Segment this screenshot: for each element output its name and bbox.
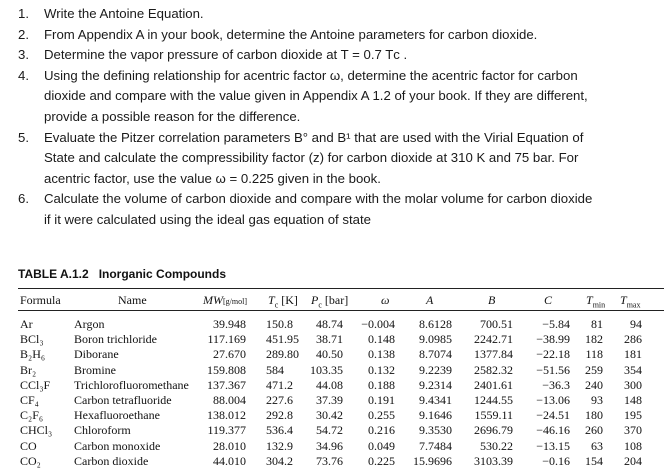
cell-pc: 48.74 <box>316 317 343 331</box>
question-text: acentric factor, use the value ω = 0.225 given in the book. <box>44 170 381 186</box>
cell-tmax: 286 <box>624 332 642 347</box>
header-pc-unit: [bar] <box>321 293 349 307</box>
question-number: 3. <box>18 47 29 63</box>
table-row <box>0 332 664 348</box>
cell-tmin: 259 <box>585 362 603 377</box>
question-list <box>0 4 656 231</box>
cell-mw: 119.377 <box>207 423 246 438</box>
header-tmax <box>620 293 640 309</box>
table-top-rule <box>18 288 664 289</box>
question-number: 1. <box>18 6 29 21</box>
cell-c: −36.3 <box>542 377 570 392</box>
cell-mw: 88.004 <box>213 393 246 407</box>
header-a-symbol: A <box>426 293 434 307</box>
cell-omega: 0.138 <box>368 347 395 362</box>
cell-formula: CO₂ <box>20 453 41 468</box>
cell-mw: 137.367 <box>207 377 246 392</box>
cell-tc: 150.8 <box>266 317 293 331</box>
cell-mw: 44.010 <box>213 453 246 468</box>
cell-c: −13.15 <box>536 438 570 453</box>
cell-formula: BCl₃ <box>20 332 44 347</box>
header-b <box>488 293 495 308</box>
cell-formula: CF₄ <box>20 393 39 407</box>
cell-omega: 0.132 <box>368 362 395 377</box>
cell-tmax: 94 <box>630 317 642 331</box>
cell-tc: 451.95 <box>266 332 299 347</box>
cell-tmax: 195 <box>624 408 642 423</box>
cell-formula: C₂F₆ <box>20 408 44 423</box>
table-title <box>18 267 226 281</box>
cell-b: 1377.84 <box>474 347 513 362</box>
cell-tc: 289.80 <box>266 347 299 362</box>
cell-omega: 0.191 <box>368 393 395 407</box>
cell-a: 9.2314 <box>419 377 452 392</box>
table-label: TABLE A.1.2 <box>18 267 89 281</box>
question-number: 4. <box>18 67 29 83</box>
table-row <box>0 423 664 439</box>
cell-name: Diborane <box>74 347 119 362</box>
cell-a: 9.3530 <box>419 423 452 438</box>
question-text: State and calculate the compressibility factor (z) for carbon dioxide at 310 K and 75 bar. For <box>44 150 579 166</box>
cell-mw: 138.012 <box>207 408 246 423</box>
cell-name: Chloroform <box>74 423 131 438</box>
question-number: 6. <box>18 191 29 207</box>
cell-mw: 28.010 <box>213 438 246 453</box>
header-tc-unit: [K] <box>278 293 298 307</box>
header-tmin-sub: min <box>592 300 606 310</box>
table-row <box>0 454 664 470</box>
table-header-rule <box>18 310 664 311</box>
header-tmin-symbol: T <box>586 293 593 307</box>
header-tc-sub: c <box>274 300 279 310</box>
header-omega <box>381 293 389 308</box>
header-a <box>426 293 433 308</box>
cell-mw: 117.169 <box>207 332 246 347</box>
cell-b: 3103.39 <box>474 453 513 468</box>
header-name: Name <box>118 293 147 307</box>
header-tc <box>268 293 298 309</box>
header-tmax-symbol: T <box>620 293 627 307</box>
cell-pc: 54.72 <box>316 423 343 438</box>
cell-tc: 227.6 <box>266 393 293 407</box>
table-row <box>0 317 664 333</box>
cell-formula: CO <box>20 438 37 453</box>
cell-a: 9.4341 <box>419 393 452 407</box>
cell-omega: 0.188 <box>368 377 395 392</box>
cell-c: −13.06 <box>536 393 570 407</box>
cell-b: 2242.71 <box>474 332 513 347</box>
table-row <box>0 378 664 394</box>
cell-tmin: 81 <box>591 317 603 331</box>
cell-b: 2582.32 <box>474 362 513 377</box>
cell-tc: 584 <box>266 362 284 377</box>
header-pc <box>311 293 348 309</box>
cell-b: 1244.55 <box>474 393 513 407</box>
cell-name: Trichlorofluoromethane <box>74 377 189 392</box>
cell-pc: 30.42 <box>316 408 343 423</box>
cell-name: Hexafluoroethane <box>74 408 160 423</box>
question-4 <box>0 66 656 128</box>
header-pc-symbol: P <box>311 293 319 307</box>
question-6 <box>0 189 656 230</box>
question-3 <box>0 45 656 66</box>
cell-tmin: 182 <box>585 332 603 347</box>
cell-b: 700.51 <box>480 317 513 331</box>
cell-c: −46.16 <box>536 423 570 438</box>
cell-tmin: 93 <box>591 393 603 407</box>
question-2 <box>0 25 656 46</box>
cell-name: Carbon monoxide <box>74 438 161 453</box>
cell-mw: 159.808 <box>207 362 246 377</box>
question-1 <box>0 4 656 25</box>
cell-tc: 536.4 <box>266 423 293 438</box>
cell-tmin: 180 <box>585 408 603 423</box>
question-text: Calculate the volume of carbon dioxide and compare with the molar volume for carbon dioxide <box>44 191 593 207</box>
cell-formula: B₂H₆ <box>20 347 46 362</box>
cell-c: −38.99 <box>536 332 570 347</box>
cell-tmax: 204 <box>624 453 642 468</box>
header-tmax-sub: max <box>626 300 641 310</box>
cell-a: 9.2239 <box>419 362 452 377</box>
table-row <box>0 347 664 363</box>
cell-b: 2696.79 <box>474 423 513 438</box>
cell-a: 9.0985 <box>419 332 452 347</box>
cell-c: −0.16 <box>542 453 570 468</box>
cell-name: Bromine <box>74 362 116 377</box>
cell-tmax: 354 <box>624 362 642 377</box>
cell-c: −5.84 <box>542 317 570 331</box>
cell-name: Boron trichloride <box>74 332 157 347</box>
question-text: Determine the vapor pressure of carbon dioxide at T = 0.7 Tᴄ . <box>44 47 408 63</box>
cell-tmin: 260 <box>585 423 603 438</box>
cell-tmax: 370 <box>624 423 642 438</box>
cell-a: 8.7074 <box>419 347 452 362</box>
question-text: Evaluate the Pitzer correlation parameters B° and B¹ that are used with the Virial Equation of <box>44 129 584 145</box>
header-c-symbol: C <box>544 293 553 307</box>
cell-mw: 39.948 <box>213 317 246 331</box>
question-number: 2. <box>18 26 29 42</box>
table-row <box>0 393 664 409</box>
table-row <box>0 408 664 424</box>
cell-pc: 38.71 <box>316 332 343 347</box>
cell-formula: Br₂ <box>20 362 37 377</box>
cell-tmax: 148 <box>624 393 642 407</box>
cell-pc: 34.96 <box>316 438 343 453</box>
cell-b: 2401.61 <box>474 377 513 392</box>
cell-omega: 0.225 <box>368 453 395 468</box>
cell-tmin: 240 <box>585 377 603 392</box>
question-text: if it were calculated using the ideal gas equation of state <box>44 211 371 227</box>
question-text: Using the defining relationship for acentric factor ω, determine the acentric factor for carbon <box>44 67 578 83</box>
cell-a: 9.1646 <box>419 408 452 423</box>
cell-c: −22.18 <box>536 347 570 362</box>
cell-tmin: 63 <box>591 438 603 453</box>
header-tmin <box>586 293 605 309</box>
cell-tmax: 300 <box>624 377 642 392</box>
cell-name: Carbon dioxide <box>74 453 149 468</box>
header-mw-symbol: MW <box>203 293 223 307</box>
table-row <box>0 439 664 455</box>
cell-omega: 0.049 <box>368 438 395 453</box>
cell-b: 1559.11 <box>474 408 513 423</box>
cell-a: 8.6128 <box>419 317 452 331</box>
cell-name: Carbon tetrafluoride <box>74 393 172 407</box>
question-text: From Appendix A in your book, determine the Antoine parameters for carbon dioxide. <box>44 26 538 42</box>
cell-c: −51.56 <box>536 362 570 377</box>
header-mw <box>203 293 247 308</box>
cell-tmax: 108 <box>624 438 642 453</box>
cell-tmin: 154 <box>585 453 603 468</box>
cell-a: 15.9696 <box>413 453 452 468</box>
cell-a: 7.7484 <box>419 438 452 453</box>
table-caption: Inorganic Compounds <box>98 267 227 281</box>
cell-name: Argon <box>74 317 105 331</box>
cell-omega: −0.004 <box>361 317 395 331</box>
cell-pc: 37.39 <box>316 393 343 407</box>
cell-tmin: 118 <box>585 347 603 362</box>
header-formula: Formula <box>20 293 61 307</box>
question-text: provide a possible reason for the difference. <box>44 108 301 124</box>
cell-pc: 44.08 <box>316 377 343 392</box>
cell-mw: 27.670 <box>213 347 246 362</box>
question-5 <box>0 128 656 190</box>
cell-pc: 40.50 <box>316 347 343 362</box>
table-row <box>0 363 664 379</box>
cell-pc: 103.35 <box>310 362 343 377</box>
cell-tc: 304.2 <box>266 453 293 468</box>
cell-tmax: 181 <box>624 347 642 362</box>
question-text: Write the Antoine Equation. <box>44 6 204 21</box>
cell-tc: 292.8 <box>266 408 293 423</box>
cell-omega: 0.255 <box>368 408 395 423</box>
cell-omega: 0.148 <box>368 332 395 347</box>
header-b-symbol: B <box>488 293 496 307</box>
header-c <box>544 293 552 308</box>
question-number: 5. <box>18 129 29 145</box>
cell-tc: 132.9 <box>266 438 293 453</box>
header-mw-unit: [g/mol] <box>223 297 247 306</box>
header-tc-symbol: T <box>268 293 275 307</box>
cell-formula: Ar <box>20 317 33 331</box>
cell-tc: 471.2 <box>266 377 293 392</box>
cell-formula: CHCl₃ <box>20 423 53 438</box>
cell-formula: CCl₃F <box>20 377 51 392</box>
cell-pc: 73.76 <box>316 453 343 468</box>
header-pc-sub: c <box>318 300 322 310</box>
header-omega-symbol: ω <box>381 293 390 307</box>
cell-omega: 0.216 <box>368 423 395 438</box>
cell-c: −24.51 <box>536 408 570 423</box>
cell-b: 530.22 <box>480 438 513 453</box>
question-text: dioxide and compare with the value given in Appendix A 1.2 of your book. If they are different, <box>44 88 588 104</box>
